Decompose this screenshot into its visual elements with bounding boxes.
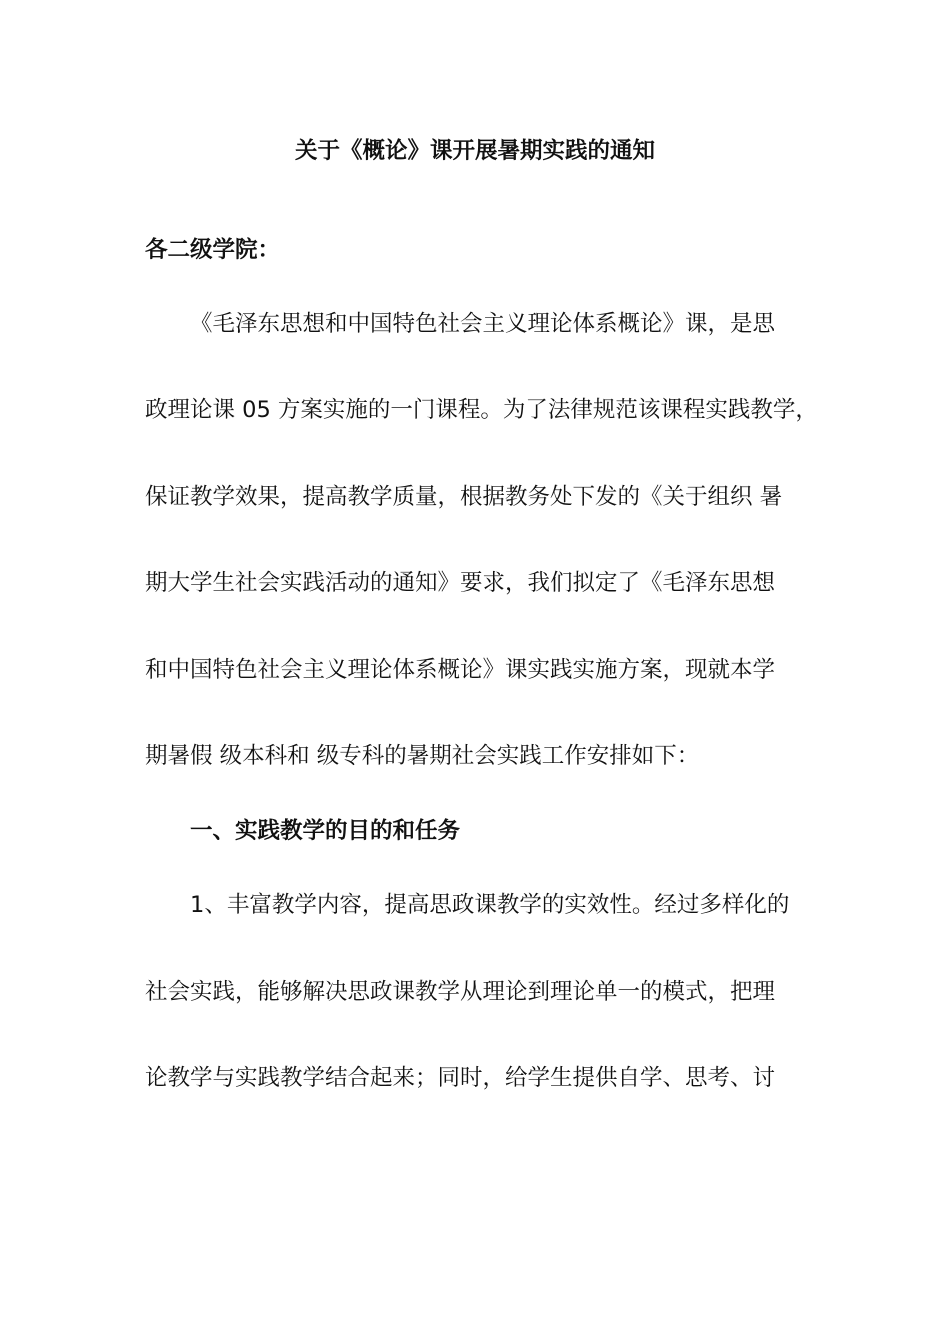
paragraph-line: 1、丰富教学内容，提高思政课教学的实效性。经过多样化的 [190, 892, 790, 918]
paragraph-line: 社会实践，能够解决思政课教学从理论到理论单一的模式，把理 [145, 979, 776, 1005]
section-heading: 一、实践教学的目的和任务 [190, 818, 461, 844]
paragraph-line: 《毛泽东思想和中国特色社会主义理论体系概论》课，是思 [190, 311, 776, 337]
paragraph-line: 期大学生社会实践活动的通知》要求，我们拟定了《毛泽东思想 [145, 570, 776, 596]
salutation: 各二级学院： [145, 237, 281, 263]
paragraph-line: 政理论课 05 方案实施的一门课程。为了法律规范该课程实践教学， [145, 397, 818, 423]
paragraph-line: 期暑假 级本科和 级专科的暑期社会实践工作安排如下： [145, 743, 700, 769]
paragraph-line: 论教学与实践教学结合起来；同时，给学生提供自学、思考、讨 [145, 1065, 776, 1091]
paragraph-line: 和中国特色社会主义理论体系概论》课实践实施方案，现就本学 [145, 657, 776, 683]
document-title: 关于《概论》课开展暑期实践的通知 [294, 138, 655, 164]
paragraph-line: 保证教学效果，提高教学质量，根据教务处下发的《关于组织 暑 [145, 484, 783, 510]
